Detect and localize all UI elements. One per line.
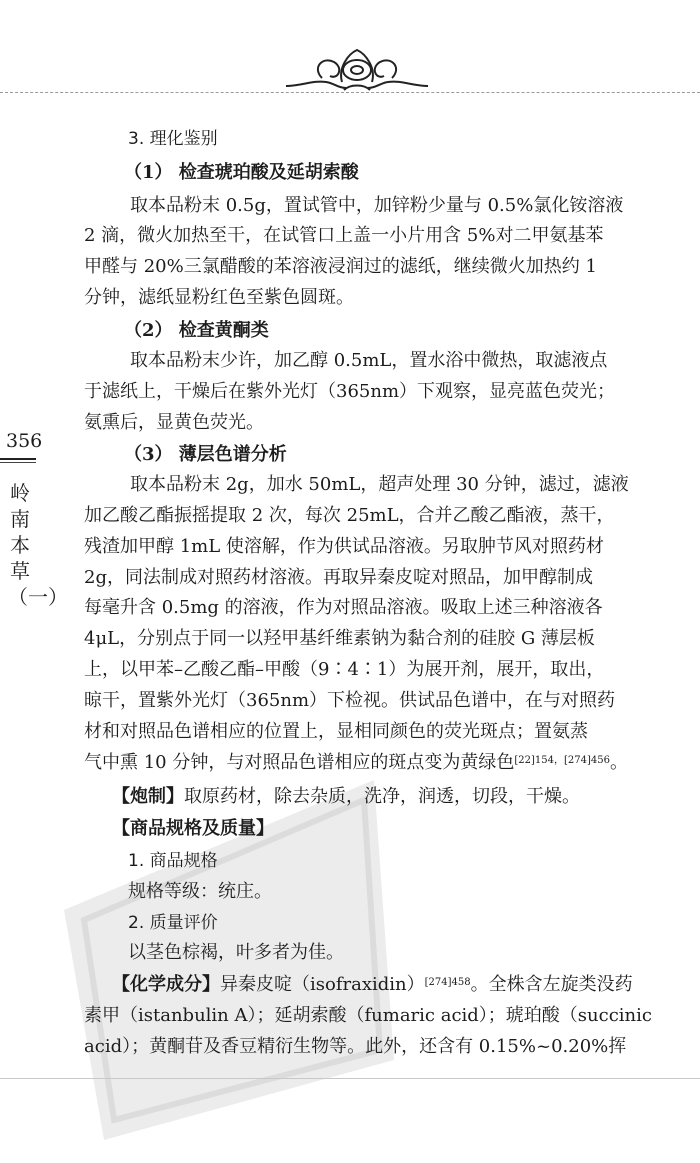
- test3-last-end: 。: [609, 752, 628, 773]
- test3-line: 加乙酸乙酯振摇提取 2 次，每次 25mL，合并乙酸乙酯液，蒸干，: [84, 505, 615, 526]
- running-book-title: 岭南本草（一）: [8, 481, 68, 609]
- spec-sub1-text: 规格等级：统庄。: [128, 881, 272, 902]
- test1-heading: （1） 检查琥珀酸及延胡索酸: [124, 162, 359, 183]
- spec-heading: 【商品规格及质量】: [112, 818, 274, 839]
- page-number-rule: [0, 458, 36, 460]
- spec-sub2-heading: 2. 质量评价: [128, 913, 218, 933]
- test3-line: 每毫升含 0.5mg 的溶液，作为对照品溶液。吸取上述三种溶液各: [84, 597, 603, 618]
- header-dashed-rule: [0, 92, 700, 93]
- test2-heading: （2） 检查黄酮类: [124, 320, 269, 341]
- test3-line: 材和对照品色谱相应的位置上，显相同颜色的荧光斑点；置氨蒸: [84, 721, 588, 742]
- test3-line: 残渣加甲醇 1mL 使溶解，作为供试品溶液。另取肿节风对照药材: [84, 536, 604, 557]
- spec-sub2-text: 以茎色棕褐，叶多者为佳。: [128, 942, 344, 963]
- chem-paragraph-line: [112, 974, 700, 996]
- test2-line: 取本品粉末少许，加乙醇 0.5mL，置水浴中微热，取滤液点: [130, 350, 608, 371]
- citation-ref: [22]154，[274]456: [514, 755, 610, 766]
- test3-line: 晾干，置紫外光灯（365nm）下检视。供试品色谱中，在与对照药: [84, 690, 616, 711]
- processing-paragraph: [112, 786, 700, 808]
- test3-last-text: 气中熏 10 分钟，与对照品色谱相应的斑点变为黄绿色: [84, 752, 515, 773]
- citation-ref: [274]458: [424, 977, 471, 988]
- decorative-knot-ornament-icon: [282, 42, 432, 96]
- chem-line: acid）；黄酮苷及香豆精衍生物等。此外，还含有 0.15%~0.20%挥: [84, 1036, 627, 1057]
- test3-line: 4μL，分别点于同一以羟甲基纤维素钠为黏合剂的硅胶 G 薄层板: [84, 628, 595, 649]
- chem-tag: 【化学成分】: [112, 974, 220, 995]
- test3-heading: （3） 薄层色谱分析: [124, 444, 287, 465]
- test3-line: 取本品粉末 2g，加水 50mL，超声处理 30 分钟，滤过，滤液: [130, 474, 629, 495]
- test1-line: 2 滴，微火加热至干，在试管口上盖一小片用含 5%对二甲氨基苯: [84, 225, 604, 246]
- test3-line: 2g，同法制成对照药材溶液。再取异秦皮啶对照品，加甲醇制成: [84, 567, 593, 588]
- page-number: 356: [6, 430, 43, 452]
- page-number-rule-thin: [0, 462, 36, 463]
- test2-line: 氨熏后，显黄色荧光。: [84, 412, 264, 433]
- chem-line1-b: 。全株含左旋类没药: [470, 974, 633, 995]
- spec-sub1-heading: 1. 商品规格: [128, 851, 218, 871]
- test3-line: 上，以甲苯–乙酸乙酯–甲酸（9∶4∶1）为展开剂，展开，取出，: [84, 659, 605, 680]
- test1-line: 甲醛与 20%三氯醋酸的苯溶液浸润过的滤纸，继续微火加热约 1: [84, 256, 597, 277]
- processing-text: 取原药材，除去杂质，洗净，润透，切段，干燥。: [184, 786, 580, 807]
- test1-line: 分钟，滤纸显粉红色至紫色圆斑。: [84, 287, 354, 308]
- test2-line: 于滤纸上，干燥后在紫外光灯（365nm）下观察，显亮蓝色荧光；: [84, 381, 616, 402]
- footer-rule: [0, 1078, 700, 1079]
- identification-heading: 3. 理化鉴别: [128, 129, 218, 149]
- chem-line: 素甲（istanbulin A）；延胡索酸（fumaric acid）；琥珀酸（succinic: [84, 1005, 652, 1026]
- test1-line: 取本品粉末 0.5g，置试管中，加锌粉少量与 0.5%氯化铵溶液: [130, 195, 624, 216]
- processing-tag: 【炮制】: [112, 786, 184, 807]
- test3-last-line: [84, 752, 674, 774]
- chem-line1-a: 异秦皮啶（isofraxidin）: [220, 974, 425, 995]
